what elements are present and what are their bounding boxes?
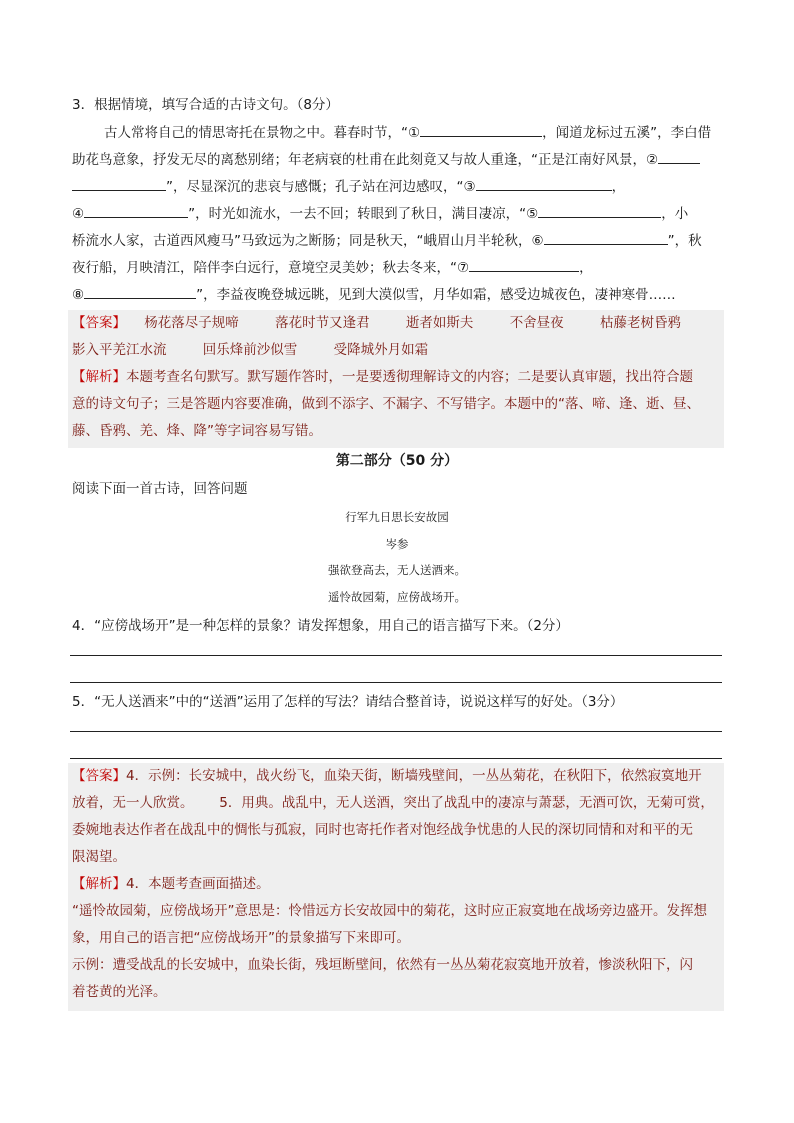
q3-line-2: 助花鸟意象，抒发无尽的离愁别绪；年老病衰的杜甫在此刻竟又与故人重逢，“正是江南好风景，② <box>72 149 700 170</box>
analysis-1-line-1: 【解析】本题考查名句默写。默写题作答时，一是要透彻理解诗文的内容；二是要认真审题，找出符合题 <box>72 369 693 385</box>
analysis-2-line-3: 象，用自己的语言把“应傍战场开”的景象描写下来即可。 <box>72 930 410 946</box>
q3-line-4: ④ ”，时光如流水，一去不回；转眼到了秋日，满目凄凉，“⑤ ，小 <box>72 203 688 224</box>
answer-2-line-2: 放着，无一人欣赏。 5．用典。战乱中，无人送酒，突出了战乱中的凄凉与萧瑟，无酒可饮，无菊可赏， <box>72 795 714 811</box>
analysis-2-line-1: 【解析】4．本题考查画面描述。 <box>72 876 270 892</box>
blank-2b[interactable] <box>72 176 166 191</box>
answer-item: 不舍昼夜 <box>509 315 564 331</box>
question-4: 4．“应傍战场开”是一种怎样的景象？请发挥想象，用自己的语言描写下来。（2分） <box>72 618 569 634</box>
analysis-2-line-2: “遥怜故园菊，应傍战场开”意思是：怜惜远方长安故园中的菊花，这时应正寂寞地在战场旁边盛开。发挥想 <box>72 903 707 919</box>
answer-line[interactable] <box>70 655 722 656</box>
answer-2-line-1: 【答案】4．示例：长安城中，战火纷飞，血染天街，断墙残壁间，一丛丛菊花，在秋阳下，依然寂寞地开 <box>72 768 702 784</box>
answer-item: 杨花落尽子规啼 <box>144 315 239 331</box>
blank-4[interactable] <box>84 203 188 218</box>
blank-3[interactable] <box>476 176 612 191</box>
answer-line[interactable] <box>70 758 722 759</box>
q3-title: 3．根据情境，填写合适的古诗文句。（8分） <box>72 97 339 113</box>
blank-2a[interactable] <box>658 149 700 164</box>
blank-6[interactable] <box>544 230 668 245</box>
answer-item: 逝者如斯夫 <box>405 315 474 331</box>
question-5: 5．“无人送酒来”中的“送酒”运用了怎样的写法？请结合整首诗，说说这样写的好处。（3分） <box>72 694 624 710</box>
blank-7[interactable] <box>469 257 579 272</box>
answer-1-row-2 <box>72 340 428 360</box>
answer-item: 回乐烽前沙似雪 <box>202 342 298 358</box>
reading-instruction: 阅读下面一首古诗，回答问题 <box>72 481 248 497</box>
q3-line-1: 古人常将自己的情思寄托在景物之中。暮春时节，“① ，闻道龙标过五溪”，李白借 <box>104 122 711 143</box>
poem-title: 行军九日思长安故园 <box>345 510 449 524</box>
answer-line[interactable] <box>70 731 722 732</box>
answer-item: 影入平羌江水流 <box>72 342 167 358</box>
analysis-1-line-3: 藤、昏鸦、羌、烽、降”等字词容易写错。 <box>72 423 322 439</box>
blank-8[interactable] <box>84 284 196 299</box>
blank-1[interactable] <box>420 122 542 137</box>
q3-line-7: ⑧ ”，李益夜晚登城远眺，见到大漠似雪，月华如霜，感受边城夜色，凄神寒骨…… <box>72 284 676 305</box>
answer-item: 受降城外月如霜 <box>333 342 429 358</box>
answer-line[interactable] <box>70 682 722 683</box>
poem-line-1: 强欲登高去，无人送酒来。 <box>328 563 466 577</box>
answer-2-line-3: 委婉地表达作者在战乱中的惆怅与孤寂，同时也寄托作者对饱经战争忧患的人民的深切同情和对和平的无 <box>72 822 693 838</box>
q3-line-5: 桥流水人家，古道西风瘦马”马致远为之断肠；同是秋天，“峨眉山月半轮秋，⑥ ”，秋 <box>72 230 702 251</box>
poem-line-2: 遥怜故园菊，应傍战场开。 <box>328 590 466 604</box>
answer-item: 枯藤老树昏鸦 <box>599 315 681 331</box>
answer-1-row-1: 【答案】 杨花落尽子规啼 落花时节又逢君 逝者如斯夫 不舍昼夜 枯藤老树昏鸦 <box>72 315 681 331</box>
answer-2-line-4: 限渴望。 <box>72 849 126 865</box>
poem-author: 岑参 <box>385 537 409 551</box>
blank-5[interactable] <box>538 203 661 218</box>
q3-line-3: ”，尽显深沉的悲哀与感慨；孔子站在河边感叹，“③ ， <box>72 176 625 197</box>
analysis-2-line-4: 示例：遭受战乱的长安城中，血染长街，残垣断壁间，依然有一丛丛菊花寂寞地开放着，惨淡秋阳下，闪 <box>72 957 693 973</box>
analysis-2-line-5: 着苍黄的光泽。 <box>72 984 167 1000</box>
part-2-heading: 第二部分（50 分） <box>335 453 459 469</box>
analysis-1-line-2: 意的诗文句子；三是答题内容要准确，做到不添字、不漏字、不写错字。本题中的“落、啼、逢、逝、昼、 <box>72 396 700 412</box>
q3-line-6: 夜行船，月映清江，陪伴李白远行，意境空灵美妙；秋去冬来，“⑦ ， <box>72 257 593 278</box>
answer-item: 落花时节又逢君 <box>275 315 370 331</box>
